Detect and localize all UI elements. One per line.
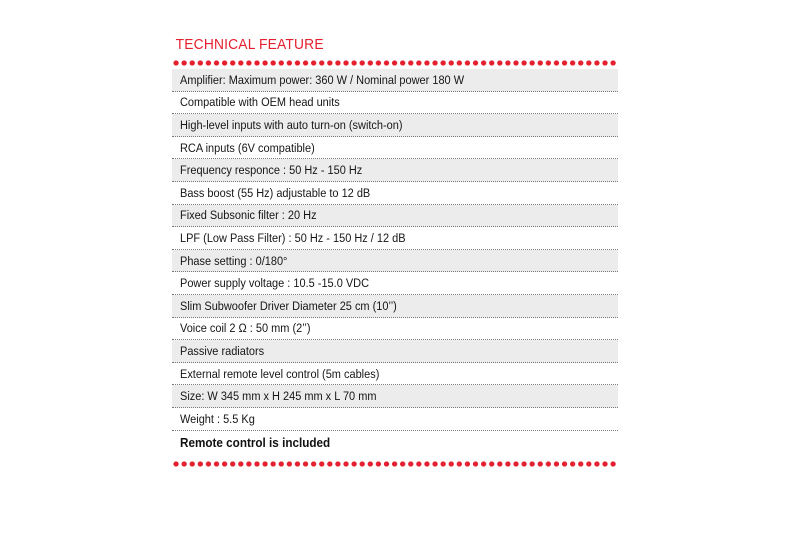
- feature-row: [172, 227, 618, 250]
- remote-control-note: [172, 431, 618, 455]
- feature-row: [172, 363, 618, 386]
- technical-feature-panel: [172, 34, 618, 468]
- feature-text: Slim Subwoofer Driver Diameter 25 cm (10’’): [180, 298, 397, 313]
- feature-text: High-level inputs with auto turn-on (switch-on): [180, 117, 403, 132]
- feature-row: [172, 137, 618, 160]
- feature-list: [172, 69, 618, 431]
- feature-text: Size: W 345 mm x H 245 mm x L 70 mm: [180, 389, 377, 404]
- feature-text: RCA inputs (6V compatible): [180, 140, 315, 155]
- feature-text: Bass boost (55 Hz) adjustable to 12 dB: [180, 185, 371, 200]
- feature-text: Power supply voltage : 10.5 -15.0 VDC: [180, 276, 370, 291]
- feature-row: [172, 92, 618, 115]
- feature-text: LPF (Low Pass Filter) : 50 Hz - 150 Hz / 12 dB: [180, 230, 406, 245]
- feature-row: [172, 182, 618, 205]
- feature-row: [172, 408, 618, 431]
- note-text: Remote control is included: [180, 435, 331, 450]
- feature-row: [172, 272, 618, 295]
- feature-row: [172, 295, 618, 318]
- feature-row: [172, 250, 618, 273]
- feature-row: [172, 340, 618, 363]
- feature-row: [172, 159, 618, 182]
- feature-row: [172, 385, 618, 408]
- feature-row: [172, 114, 618, 137]
- feature-text: Amplifier: Maximum power: 360 W / Nominal power 180 W: [180, 72, 465, 87]
- feature-row: [172, 318, 618, 341]
- feature-text: Phase setting : 0/180°: [180, 253, 288, 268]
- feature-row: [172, 205, 618, 228]
- feature-row: [172, 69, 618, 92]
- section-title: TECHNICAL FEATURE: [175, 36, 324, 53]
- feature-text: Voice coil 2 Ω : 50 mm (2’’): [180, 321, 311, 336]
- dotted-divider-top: [172, 59, 618, 67]
- feature-text: Compatible with OEM head units: [180, 95, 340, 110]
- feature-text: Frequency responce : 50 Hz - 150 Hz: [180, 163, 363, 178]
- feature-text: External remote level control (5m cables): [180, 366, 380, 381]
- dotted-divider-bottom: [172, 460, 618, 468]
- feature-text: Passive radiators: [180, 343, 265, 358]
- feature-text: Fixed Subsonic filter : 20 Hz: [180, 208, 317, 223]
- feature-text: Weight : 5.5 Kg: [180, 411, 255, 426]
